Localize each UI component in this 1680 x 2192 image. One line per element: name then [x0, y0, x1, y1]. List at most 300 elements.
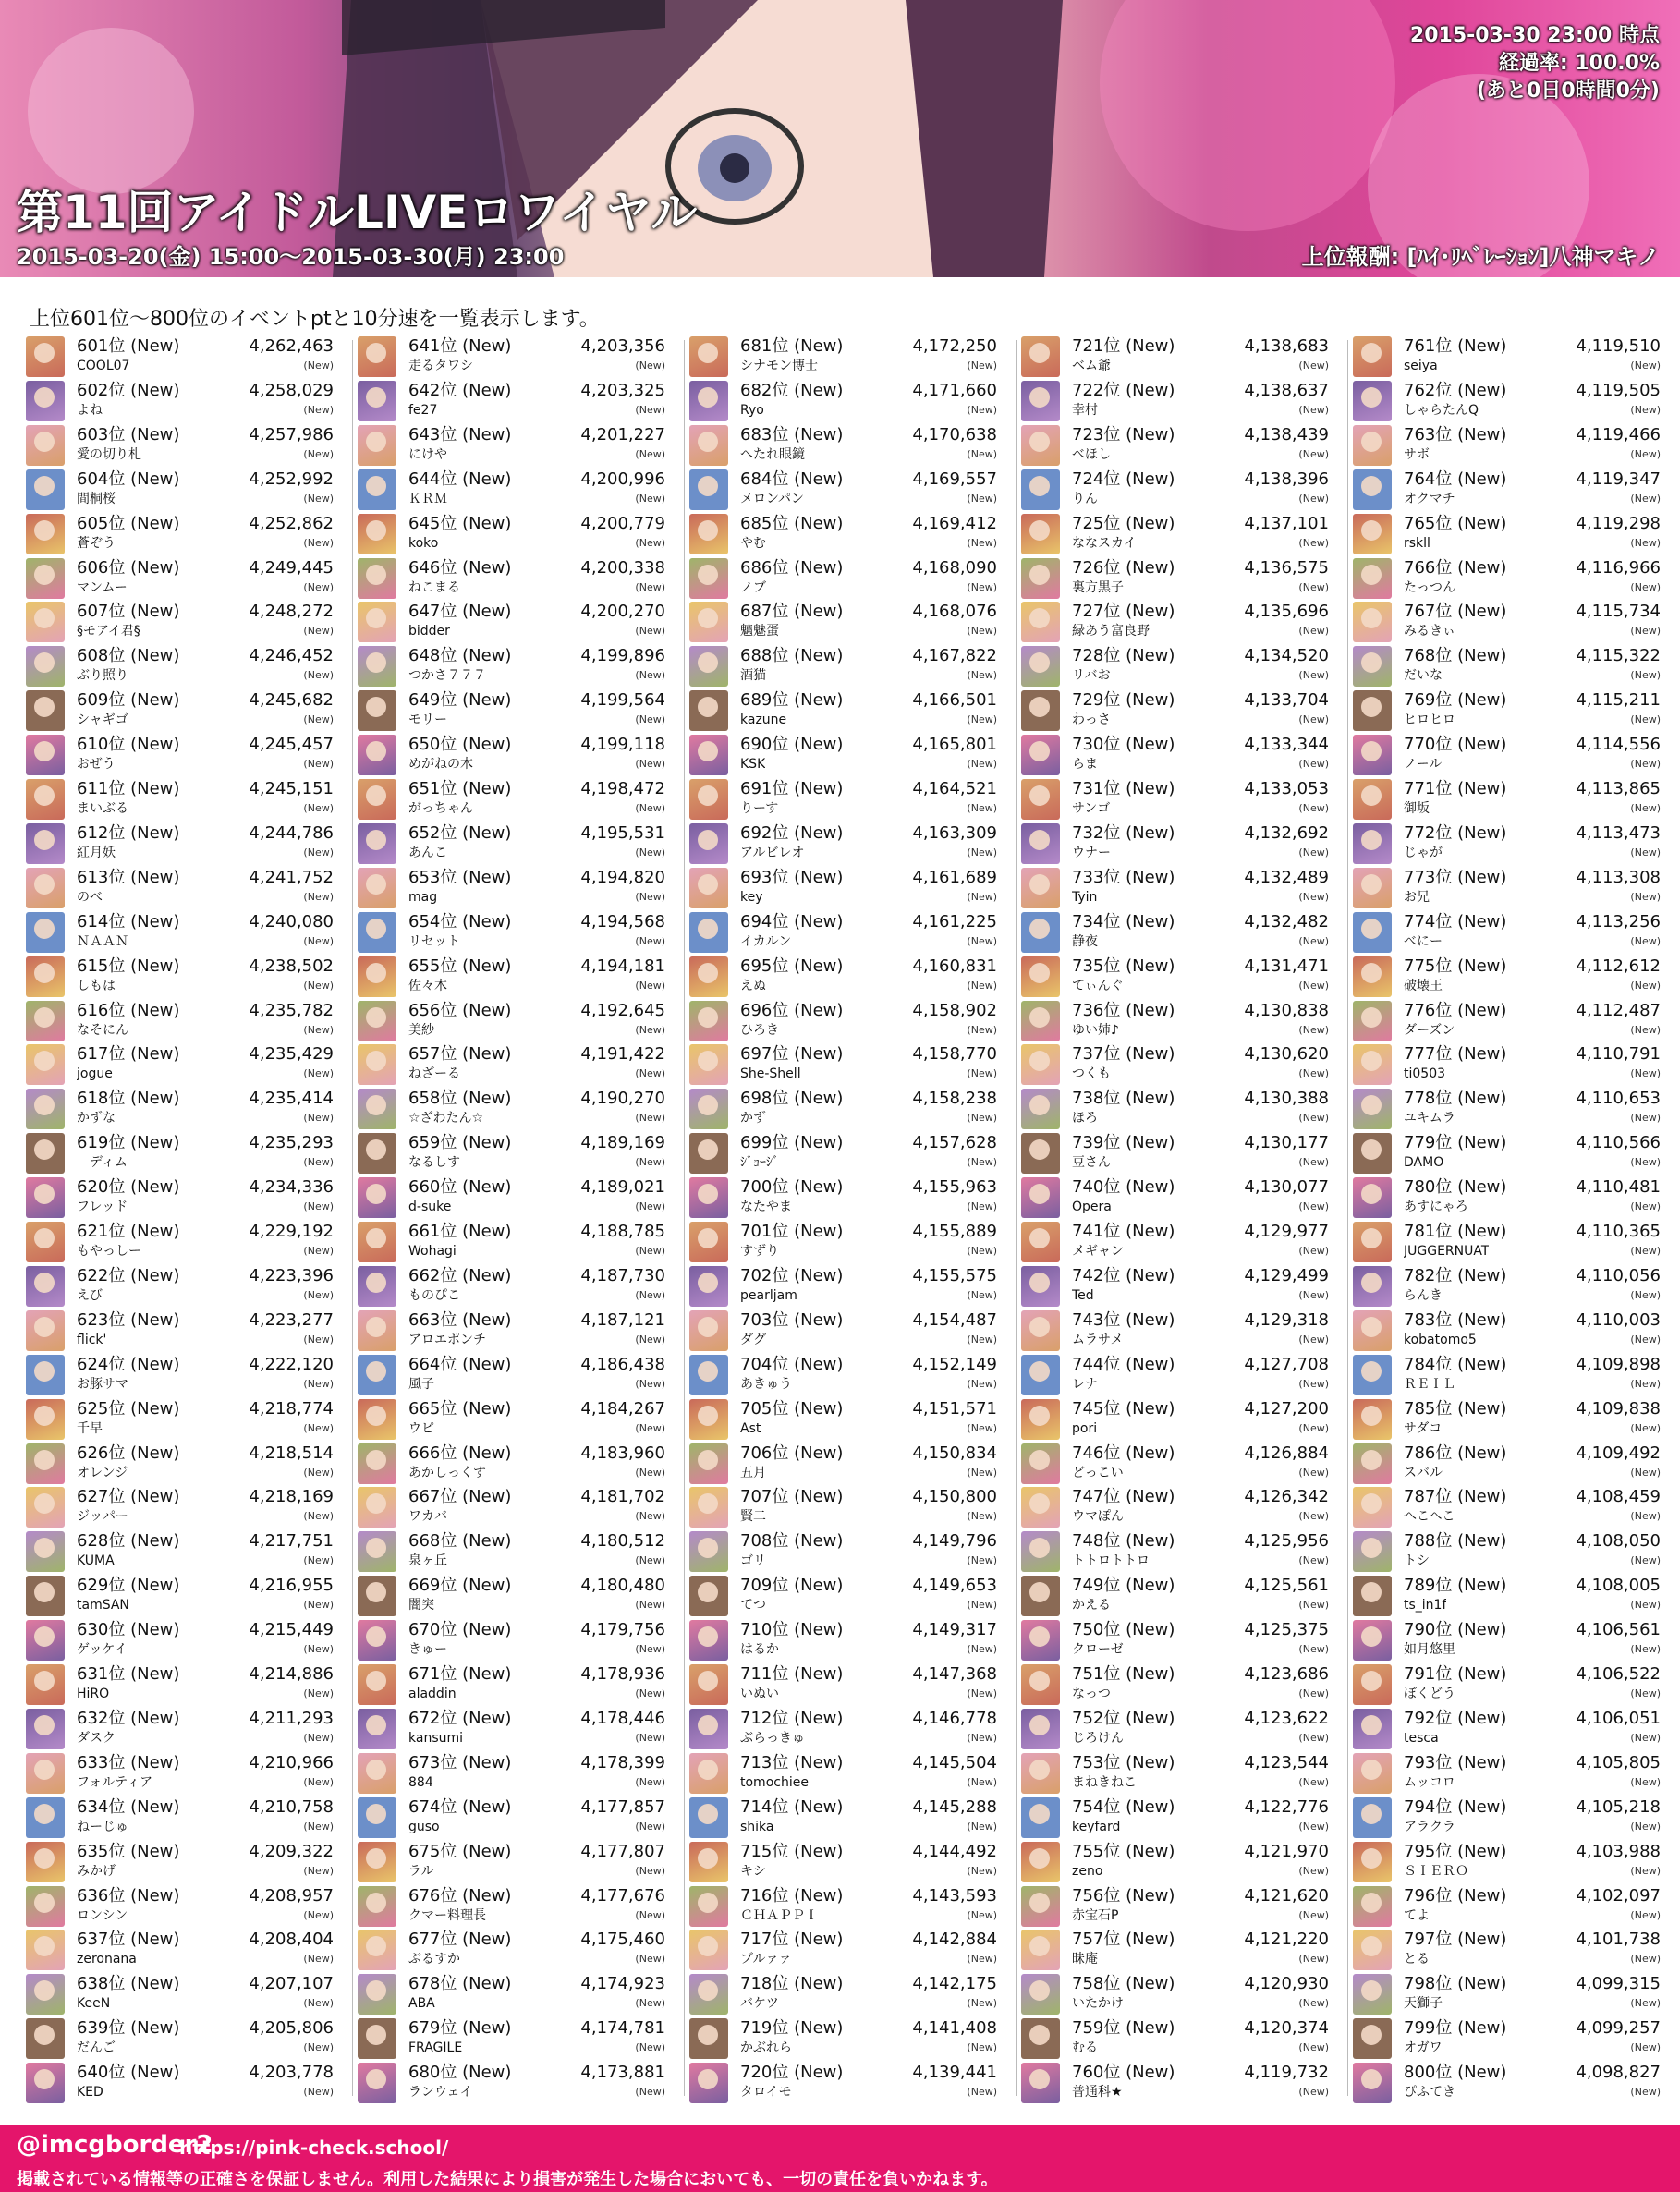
entry-player-name: ディム [77, 1155, 128, 1171]
ranking-entry [1353, 556, 1679, 601]
entry-10min-speed: (New) [1630, 1820, 1661, 1833]
entry-points: 4,200,779 [580, 513, 665, 533]
entry-rank: 775位 (New) [1404, 956, 1507, 976]
entry-player-name: ムッコロ [1404, 1774, 1455, 1790]
idol-card-avatar [689, 558, 728, 599]
idol-card-avatar [1353, 336, 1392, 377]
entry-points: 4,158,770 [912, 1044, 997, 1065]
entry-points: 4,245,151 [249, 779, 334, 798]
entry-points: 4,167,822 [912, 646, 997, 666]
entry-10min-speed: (New) [635, 758, 665, 771]
entry-rank: 701位 (New) [740, 1222, 844, 1241]
ranking-entry [1021, 644, 1347, 688]
entry-points: 4,210,966 [249, 1752, 334, 1772]
entry-player-name: つくも [1072, 1066, 1111, 1082]
entry-rank: 736位 (New) [1072, 1000, 1175, 1020]
entry-10min-speed: (New) [303, 1820, 334, 1833]
entry-rank: 723位 (New) [1072, 424, 1175, 444]
entry-rank: 656位 (New) [408, 1000, 512, 1020]
entry-player-name: tamSAN [77, 1598, 129, 1614]
idol-card-avatar [1021, 1177, 1060, 1218]
idol-card-avatar [1353, 514, 1392, 554]
entry-10min-speed: (New) [1298, 1820, 1329, 1833]
idol-card-avatar [1021, 2018, 1060, 2059]
entry-rank: 653位 (New) [408, 867, 512, 887]
entry-rank: 714位 (New) [740, 1796, 844, 1817]
ranking-entry [1353, 999, 1679, 1043]
entry-points: 4,112,487 [1576, 1000, 1661, 1020]
entry-rank: 670位 (New) [408, 1620, 512, 1640]
entry-points: 4,181,702 [580, 1487, 665, 1507]
entry-points: 4,234,336 [249, 1177, 334, 1198]
entry-rank: 728位 (New) [1072, 646, 1175, 666]
ranking-entry [1353, 512, 1679, 556]
entry-points: 4,257,986 [249, 424, 334, 444]
ranking-entry [26, 1574, 352, 1618]
entry-points: 4,174,781 [580, 2018, 665, 2039]
ranking-entry [1021, 1309, 1347, 1353]
entry-10min-speed: (New) [1298, 580, 1329, 593]
idol-card-avatar [1021, 1001, 1060, 1041]
site-link[interactable]: https://pink-check.school/ [179, 2137, 449, 2159]
entry-rank: 659位 (New) [408, 1133, 512, 1153]
ranking-entry [1021, 1884, 1347, 1929]
ranking-entry [26, 600, 352, 644]
entry-rank: 695位 (New) [740, 956, 844, 976]
entry-player-name: のべ [77, 889, 103, 905]
idol-card-avatar [26, 1797, 65, 1838]
idol-card-avatar [358, 1089, 396, 1129]
entry-points: 4,129,977 [1244, 1222, 1329, 1241]
entry-points: 4,150,834 [912, 1443, 997, 1463]
entry-10min-speed: (New) [1630, 1245, 1661, 1257]
entry-points: 4,127,200 [1244, 1398, 1329, 1419]
idol-card-avatar [26, 1355, 65, 1395]
entry-10min-speed: (New) [967, 802, 997, 814]
entry-points: 4,108,459 [1576, 1487, 1661, 1507]
entry-10min-speed: (New) [303, 1333, 334, 1346]
idol-card-avatar [1021, 646, 1060, 687]
entry-points: 4,235,293 [249, 1133, 334, 1153]
entry-points: 4,154,487 [912, 1309, 997, 1330]
entry-10min-speed: (New) [303, 625, 334, 638]
idol-card-avatar [689, 956, 728, 997]
entry-points: 4,168,076 [912, 602, 997, 622]
entry-10min-speed: (New) [635, 669, 665, 682]
idol-card-avatar [358, 1266, 396, 1307]
idol-card-avatar [26, 1620, 65, 1661]
ranking-entry [1353, 1175, 1679, 1220]
twitter-handle[interactable]: @imcgborder2 [17, 2131, 213, 2159]
entry-rank: 698位 (New) [740, 1089, 844, 1109]
entry-10min-speed: (New) [1298, 846, 1329, 859]
ranking-entry [689, 556, 1016, 601]
entry-10min-speed: (New) [635, 447, 665, 460]
entry-player-name: tomochiee [740, 1774, 809, 1790]
entry-player-name: 走るタワシ [408, 359, 473, 373]
ranking-entry [1021, 1131, 1347, 1175]
entry-points: 4,142,884 [912, 1930, 997, 1950]
entry-10min-speed: (New) [635, 580, 665, 593]
entry-rank: 797位 (New) [1404, 1930, 1507, 1950]
entry-player-name: リセット [408, 933, 460, 949]
ranking-entry [1021, 1840, 1347, 1884]
time-remaining: (あと0日0時間0分) [1476, 79, 1660, 103]
idol-card-avatar [1353, 735, 1392, 775]
entry-points: 4,203,778 [249, 2063, 334, 2083]
entry-rank: 677位 (New) [408, 1930, 512, 1950]
ranking-entry [358, 2016, 684, 2061]
entry-player-name: ＳＩＥＲＯ [1404, 1863, 1468, 1879]
idol-card-avatar [1353, 1266, 1392, 1307]
entry-10min-speed: (New) [1630, 1908, 1661, 1921]
idol-card-avatar [689, 1842, 728, 1882]
entry-points: 4,136,575 [1244, 557, 1329, 578]
ranking-entry [26, 1309, 352, 1353]
entry-points: 4,138,637 [1244, 380, 1329, 400]
entry-player-name: zeno [1072, 1863, 1103, 1879]
idol-card-avatar [358, 425, 396, 466]
entry-player-name: ものぴこ [408, 1287, 460, 1303]
entry-player-name: バケツ [740, 1996, 779, 2012]
idol-card-avatar [26, 1974, 65, 2015]
entry-player-name: てぃんぐ [1072, 978, 1124, 993]
idol-card-avatar [689, 1797, 728, 1838]
entry-points: 4,165,801 [912, 735, 997, 755]
entry-points: 4,119,505 [1576, 380, 1661, 400]
entry-player-name: ブルァァ [740, 1952, 792, 1967]
ranking-entry [689, 1707, 1016, 1751]
ranking-entry [689, 1662, 1016, 1707]
entry-player-name: KUMA [77, 1553, 115, 1569]
entry-10min-speed: (New) [967, 447, 997, 460]
entry-player-name: §モアイ君§ [77, 624, 140, 639]
ranking-entry [1021, 556, 1347, 601]
entry-points: 4,138,396 [1244, 469, 1329, 489]
entry-10min-speed: (New) [303, 2041, 334, 2054]
entry-player-name: tesca [1404, 1730, 1439, 1746]
entry-points: 4,115,734 [1576, 602, 1661, 622]
entry-player-name: りーす [740, 801, 779, 816]
entry-points: 4,138,439 [1244, 424, 1329, 444]
entry-10min-speed: (New) [1630, 1333, 1661, 1346]
entry-points: 4,113,308 [1576, 867, 1661, 887]
entry-rank: 691位 (New) [740, 779, 844, 798]
ranking-entry [358, 999, 684, 1043]
idol-card-avatar [358, 1753, 396, 1794]
ranking-entry [1353, 688, 1679, 733]
entry-rank: 750位 (New) [1072, 1620, 1175, 1640]
entry-player-name: あんこ [408, 845, 447, 860]
entry-10min-speed: (New) [1630, 1997, 1661, 2010]
entry-rank: 684位 (New) [740, 469, 844, 489]
entry-rank: 671位 (New) [408, 1664, 512, 1684]
entry-player-name: ぶらっきゅ [740, 1730, 805, 1746]
entry-points: 4,192,645 [580, 1000, 665, 1020]
intro-text: 上位601位～800位のイベントptと10分速を一覧表示します。 [30, 308, 600, 331]
entry-player-name: FRAGILE [408, 2040, 463, 2056]
entry-10min-speed: (New) [1630, 1643, 1661, 1656]
entry-rank: 751位 (New) [1072, 1664, 1175, 1684]
ranking-entry [689, 600, 1016, 644]
entry-player-name: ノール [1404, 757, 1443, 773]
entry-rank: 713位 (New) [740, 1752, 844, 1772]
entry-rank: 631位 (New) [77, 1664, 180, 1684]
entry-points: 4,137,101 [1244, 513, 1329, 533]
entry-10min-speed: (New) [303, 1156, 334, 1169]
entry-10min-speed: (New) [967, 1731, 997, 1744]
entry-rank: 777位 (New) [1404, 1044, 1507, 1065]
entry-points: 4,235,414 [249, 1089, 334, 1109]
idol-card-avatar [1021, 823, 1060, 864]
entry-player-name: お豚サマ [77, 1376, 128, 1392]
entry-10min-speed: (New) [1298, 403, 1329, 416]
entry-points: 4,184,267 [580, 1398, 665, 1419]
entry-rank: 726位 (New) [1072, 557, 1175, 578]
idol-card-avatar [1021, 1487, 1060, 1528]
idol-card-avatar [358, 1443, 396, 1484]
entry-rank: 699位 (New) [740, 1133, 844, 1153]
entry-10min-speed: (New) [1298, 979, 1329, 992]
ranking-entry [1353, 1220, 1679, 1264]
idol-card-avatar [689, 514, 728, 554]
entry-player-name: みかげ [77, 1863, 116, 1879]
idol-card-avatar [1021, 1664, 1060, 1705]
entry-rank: 629位 (New) [77, 1576, 180, 1596]
entry-player-name: おぜう [77, 757, 116, 773]
entry-rank: 785位 (New) [1404, 1398, 1507, 1419]
ranking-entry [26, 2016, 352, 2061]
entry-10min-speed: (New) [967, 1421, 997, 1434]
entry-player-name: fe27 [408, 402, 438, 418]
entry-player-name: ほろ [1072, 1111, 1098, 1126]
idol-card-avatar [1021, 1222, 1060, 1262]
ranking-entry [1353, 1397, 1679, 1442]
entry-points: 4,149,317 [912, 1620, 997, 1640]
entry-player-name: koko [408, 535, 439, 551]
ranking-entry [26, 1220, 352, 1264]
idol-card-avatar [1353, 381, 1392, 421]
idol-card-avatar [358, 690, 396, 731]
entry-points: 4,106,051 [1576, 1708, 1661, 1728]
entry-rank: 673位 (New) [408, 1752, 512, 1772]
idol-card-avatar [1021, 1620, 1060, 1661]
entry-rank: 616位 (New) [77, 1000, 180, 1020]
ranking-entry [358, 1131, 684, 1175]
entry-10min-speed: (New) [1630, 669, 1661, 682]
entry-10min-speed: (New) [1630, 447, 1661, 460]
entry-player-name: マンムー [77, 579, 128, 595]
entry-points: 4,126,342 [1244, 1487, 1329, 1507]
entry-points: 4,109,838 [1576, 1398, 1661, 1419]
idol-card-avatar [26, 1177, 65, 1218]
entry-points: 4,141,408 [912, 2018, 997, 2039]
entry-points: 4,200,338 [580, 557, 665, 578]
entry-points: 4,123,686 [1244, 1664, 1329, 1684]
ranking-entry [358, 1309, 684, 1353]
entry-10min-speed: (New) [1298, 1288, 1329, 1301]
entry-player-name: Tyin [1072, 889, 1098, 905]
snapshot-time: 2015-03-30 23:00 時点 [1409, 24, 1660, 47]
entry-10min-speed: (New) [1630, 1731, 1661, 1744]
entry-points: 4,147,368 [912, 1664, 997, 1684]
entry-player-name: 酒猫 [740, 668, 766, 684]
entry-rank: 786位 (New) [1404, 1443, 1507, 1463]
entry-10min-speed: (New) [967, 1112, 997, 1125]
entry-rank: 618位 (New) [77, 1089, 180, 1109]
entry-rank: 766位 (New) [1404, 557, 1507, 578]
entry-rank: 620位 (New) [77, 1177, 180, 1198]
entry-points: 4,208,957 [249, 1885, 334, 1906]
entry-10min-speed: (New) [1630, 1953, 1661, 1966]
ranking-entry [1021, 999, 1347, 1043]
idol-card-avatar [1353, 646, 1392, 687]
idol-card-avatar [1021, 956, 1060, 997]
entry-rank: 642位 (New) [408, 380, 512, 400]
ranking-entry [1353, 468, 1679, 512]
entry-player-name: keyfard [1072, 1819, 1121, 1834]
entry-10min-speed: (New) [303, 1731, 334, 1744]
entry-rank: 689位 (New) [740, 690, 844, 711]
idol-card-avatar [26, 1576, 65, 1616]
entry-rank: 676位 (New) [408, 1885, 512, 1906]
entry-10min-speed: (New) [303, 2086, 334, 2099]
entry-10min-speed: (New) [967, 625, 997, 638]
entry-points: 4,120,374 [1244, 2018, 1329, 2039]
ranking-entry [689, 1618, 1016, 1662]
entry-player-name: だいな [1404, 668, 1443, 684]
idol-card-avatar [26, 381, 65, 421]
entry-player-name: だんご [77, 2040, 116, 2056]
entry-rank: 679位 (New) [408, 2018, 512, 2039]
ranking-entry [1353, 2016, 1679, 2061]
ranking-entry [689, 1042, 1016, 1087]
ranking-entry [1353, 1972, 1679, 2016]
entry-points: 4,177,857 [580, 1796, 665, 1817]
idol-card-avatar [689, 912, 728, 953]
entry-10min-speed: (New) [635, 1466, 665, 1479]
entry-player-name: ひろき [740, 1022, 779, 1038]
idol-card-avatar [358, 1620, 396, 1661]
entry-10min-speed: (New) [1298, 1245, 1329, 1257]
entry-10min-speed: (New) [303, 1908, 334, 1921]
entry-10min-speed: (New) [635, 1421, 665, 1434]
ranking-entry [689, 822, 1016, 866]
idol-card-avatar [1021, 868, 1060, 908]
idol-card-avatar [1021, 1886, 1060, 1927]
entry-player-name: アロエポンチ [408, 1332, 486, 1347]
entry-10min-speed: (New) [967, 1775, 997, 1788]
ranking-entry [358, 1884, 684, 1929]
entry-rank: 690位 (New) [740, 735, 844, 755]
entry-player-name: かずな [77, 1111, 116, 1126]
entry-rank: 692位 (New) [740, 822, 844, 843]
idol-card-avatar [26, 2018, 65, 2059]
entry-player-name: ABA [408, 1996, 435, 2012]
entry-points: 4,103,988 [1576, 1841, 1661, 1861]
entry-rank: 674位 (New) [408, 1796, 512, 1817]
entry-player-name: リバお [1072, 668, 1111, 684]
entry-rank: 780位 (New) [1404, 1177, 1507, 1198]
idol-card-avatar [26, 1531, 65, 1572]
entry-10min-speed: (New) [1630, 1687, 1661, 1699]
entry-points: 4,125,375 [1244, 1620, 1329, 1640]
ranking-entry [358, 733, 684, 777]
ranking-entry [1353, 733, 1679, 777]
idol-card-avatar [1353, 1620, 1392, 1661]
entry-10min-speed: (New) [303, 1377, 334, 1390]
entry-rank: 617位 (New) [77, 1044, 180, 1065]
ranking-entry [1021, 1042, 1347, 1087]
entry-rank: 601位 (New) [77, 336, 180, 356]
idol-card-avatar [26, 1310, 65, 1351]
idol-card-avatar [26, 514, 65, 554]
entry-rank: 721位 (New) [1072, 336, 1175, 356]
ranking-entry [26, 822, 352, 866]
idol-card-avatar [1021, 1842, 1060, 1882]
idol-card-avatar [358, 514, 396, 554]
entry-player-name: ぼくどう [1404, 1687, 1455, 1701]
idol-card-avatar [358, 1044, 396, 1085]
entry-rank: 793位 (New) [1404, 1752, 1507, 1772]
entry-points: 4,121,620 [1244, 1885, 1329, 1906]
entry-rank: 776位 (New) [1404, 1000, 1507, 1020]
ranking-entry [26, 1042, 352, 1087]
entry-10min-speed: (New) [1298, 1599, 1329, 1612]
entry-10min-speed: (New) [635, 536, 665, 549]
entry-points: 4,114,556 [1576, 735, 1661, 755]
idol-card-avatar [1021, 1974, 1060, 2015]
ranking-entry [358, 335, 684, 379]
entry-10min-speed: (New) [635, 1067, 665, 1080]
idol-card-avatar [358, 1797, 396, 1838]
ranking-entry [1021, 777, 1347, 822]
idol-card-avatar [1021, 690, 1060, 731]
idol-card-avatar [358, 1487, 396, 1528]
idol-card-avatar [358, 1576, 396, 1616]
entry-points: 4,109,898 [1576, 1354, 1661, 1374]
entry-rank: 742位 (New) [1072, 1265, 1175, 1285]
entry-player-name: アルビレオ [740, 845, 805, 860]
ranking-entry [1021, 335, 1347, 379]
entry-points: 4,155,575 [912, 1265, 997, 1285]
entry-rank: 784位 (New) [1404, 1354, 1507, 1374]
entry-10min-speed: (New) [303, 1023, 334, 1036]
entry-points: 4,138,683 [1244, 336, 1329, 356]
idol-card-avatar [689, 690, 728, 731]
ranking-entry [1021, 1618, 1347, 1662]
entry-points: 4,191,422 [580, 1044, 665, 1065]
entry-10min-speed: (New) [635, 1775, 665, 1788]
entry-10min-speed: (New) [1630, 1023, 1661, 1036]
entry-10min-speed: (New) [967, 1820, 997, 1833]
entry-points: 4,187,730 [580, 1265, 665, 1285]
entry-player-name: Opera [1072, 1200, 1112, 1215]
idol-card-avatar [358, 823, 396, 864]
entry-10min-speed: (New) [303, 1687, 334, 1699]
entry-rank: 696位 (New) [740, 1000, 844, 1020]
entry-10min-speed: (New) [1630, 359, 1661, 371]
entry-10min-speed: (New) [1630, 2041, 1661, 2054]
ranking-entry [689, 1751, 1016, 1796]
idol-card-avatar [26, 1133, 65, 1174]
entry-points: 4,119,732 [1244, 2063, 1329, 2083]
entry-player-name: りん [1072, 491, 1098, 506]
idol-card-avatar [1353, 1576, 1392, 1616]
idol-card-avatar [26, 1222, 65, 1262]
entry-10min-speed: (New) [1630, 758, 1661, 771]
entry-points: 4,195,531 [580, 822, 665, 843]
